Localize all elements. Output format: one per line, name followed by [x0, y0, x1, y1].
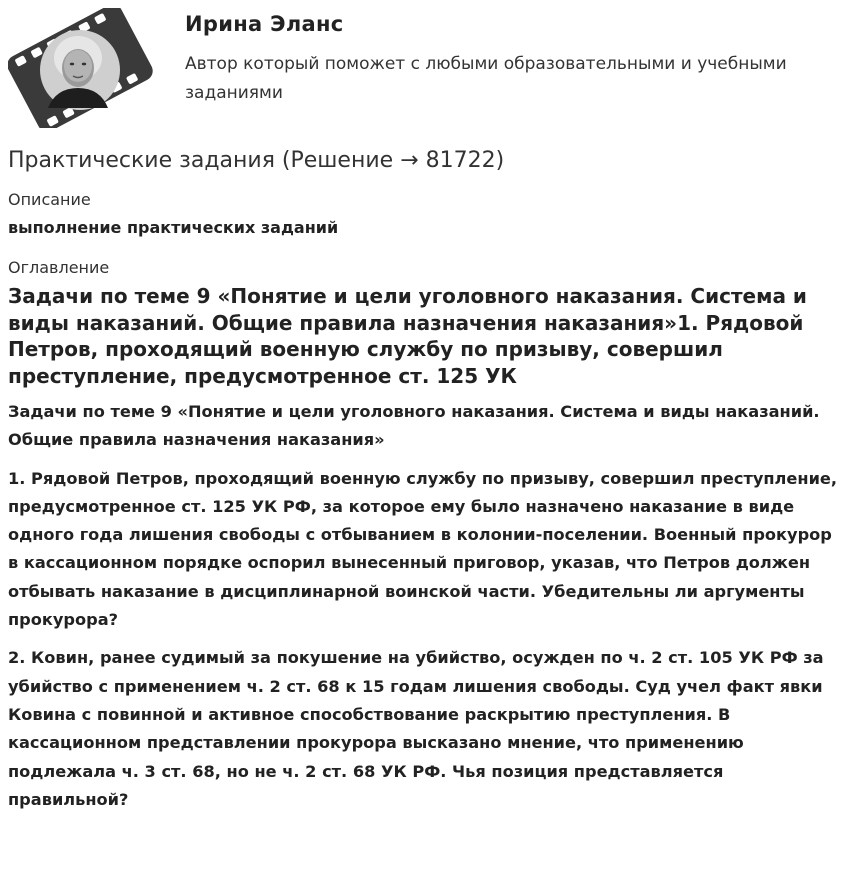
- page-title: Практические задания (Решение → 81722): [8, 148, 505, 173]
- toc-label: Оглавление: [8, 258, 110, 277]
- task-item: 2. Ковин, ранее судимый за покушение на убийство, осужден по ч. 2 ст. 105 УК РФ за убийство с применением ч. 2 ст. 68 к 15 годам лишения свободы. Суд учел факт явки Ковина с повинной и активное способствование раскрытию преступления. В кассационном представлении прокурора высказано мнение, что применению подлежала ч. 3 ст. 68, но не ч. 2 ст. 68 УК РФ. Чья позиция представляется правильной?: [8, 648, 824, 809]
- avatar[interactable]: [8, 8, 153, 128]
- author-name: Ирина Эланс: [185, 12, 344, 36]
- task-item: 1. Рядовой Петров, проходящий военную службу по призыву, совершил преступление, предусмотренное ст. 125 УК РФ, за которое ему было назначено наказание в виде одного года лишения свободы с отбыванием в колонии-поселении. Военный прокурор в кассационном порядке оспорил вынесенный приговор, указав, что Петров должен отбывать наказание в дисциплинарной воинской части. Убедительны ли аргументы прокурора?: [8, 468, 838, 630]
- task-content: [8, 398, 840, 824]
- author-header: [0, 0, 847, 135]
- description-label: Описание: [8, 190, 91, 209]
- film-frame-portrait-icon: [8, 8, 153, 128]
- content-intro: Задачи по теме 9 «Понятие и цели уголовного наказания. Система и виды наказаний. Общие правила назначения наказания»: [8, 402, 820, 450]
- toc-heading: Задачи по теме 9 «Понятие и цели уголовного наказания. Система и виды наказаний. Общие правила назначения наказания»1. Рядовой Петров, проходящий военную службу по призыву, совершил преступление, предусмотренное ст. 125 УК: [8, 284, 807, 388]
- author-description: Автор который поможет с любыми образовательными и учебными заданиями: [185, 54, 787, 103]
- description-value: выполнение практических заданий: [8, 218, 339, 237]
